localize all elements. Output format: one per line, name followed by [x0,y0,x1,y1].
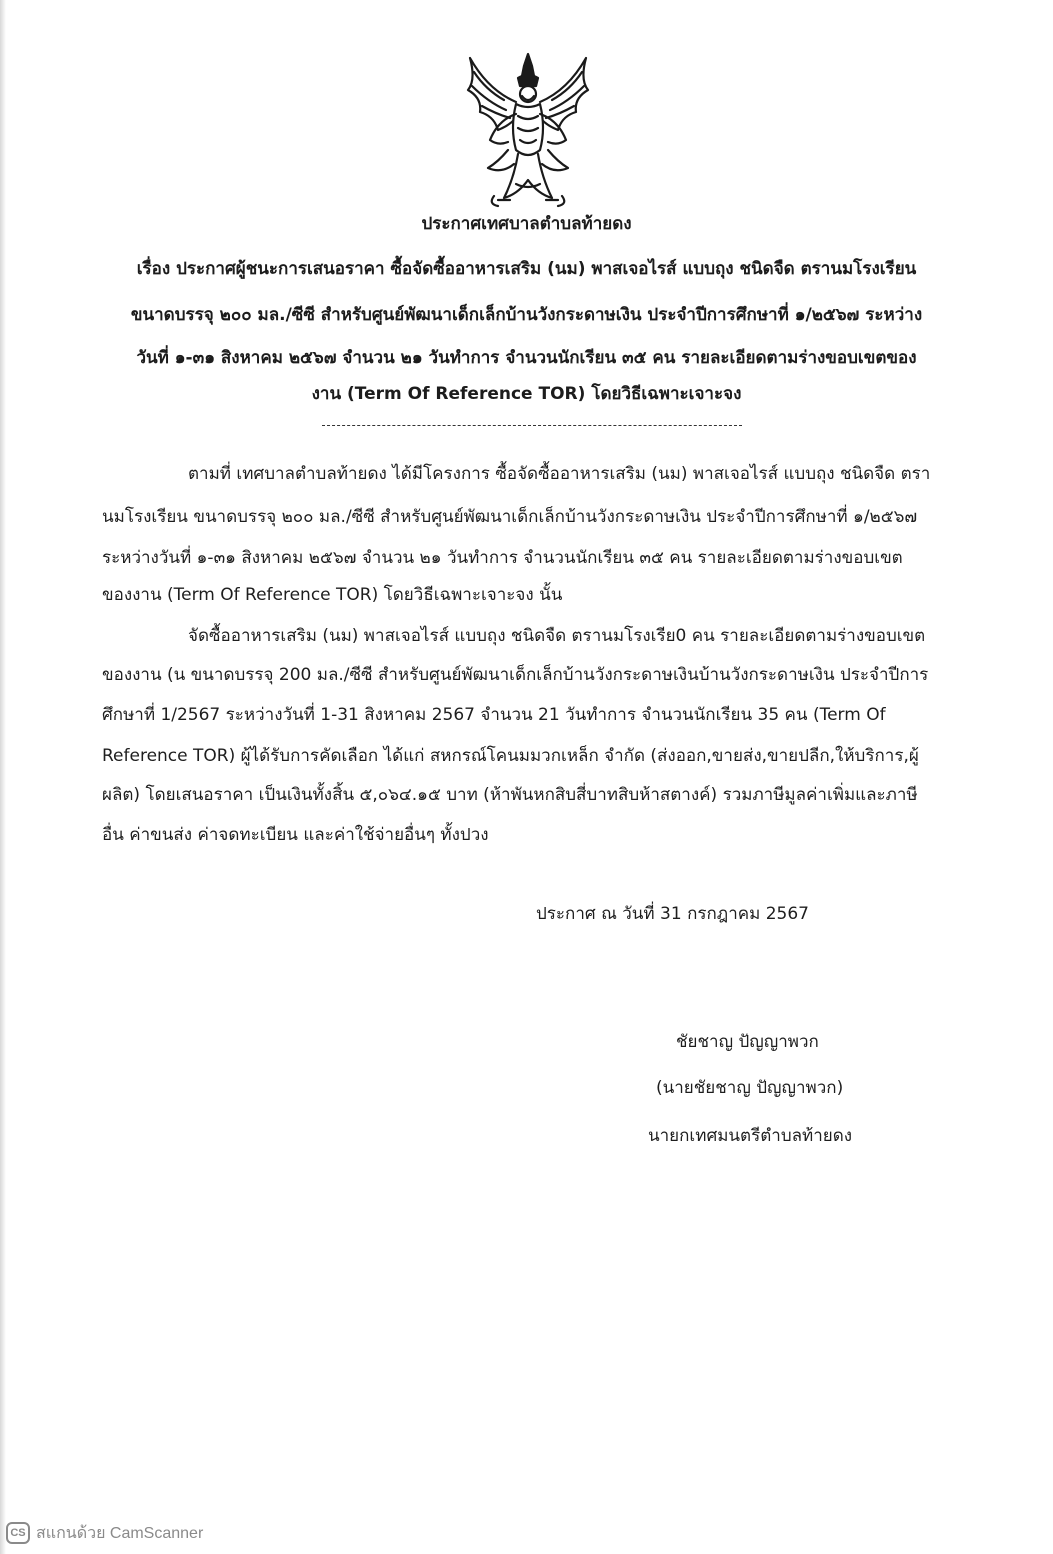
paragraph2-line-1: จัดซื้ออาหารเสริม (นม) พาสเจอไรส์ แบบถุง ชนิดจืด ตรานมโรงเรีย0 คน รายละเอียดตามร่างขอบเขต [188,626,926,646]
signature-title: นายกเทศมนตรีตำบลท้ายดง [648,1126,853,1146]
subject-line-1: เรื่อง ประกาศผู้ชนะการเสนอราคา ซื้อจัดซื้ออาหารเสริม (นม) พาสเจอไรส์ แบบถุง ชนิดจืด ตรานมโรงเรียน [136,259,917,279]
camscanner-icon: CS [6,1522,30,1544]
signature-name-parenthesized: (นายชัยชาญ ปัญญาพวก) [656,1078,844,1098]
announce-date: ประกาศ ณ วันที่ 31 กรกฎาคม 2567 [536,904,809,924]
paragraph1-line-1: ตามที่ เทศบาลตำบลท้ายดง ได้มีโครงการ ซื้อจัดซื้ออาหารเสริม (นม) พาสเจอไรส์ แบบถุง ชนิดจืด ตรา [188,464,931,484]
paragraph1-line-2: นมโรงเรียน ขนาดบรรจุ ๒๐๐ มล./ซีซี สำหรับศูนย์พัฒนาเด็กเล็กบ้านวังกระดาษเงิน ประจำปีการศึกษาที่ ๑/๒๕๖๗ [102,507,918,527]
paragraph1-line-3: ระหว่างวันที่ ๑-๓๑ สิงหาคม ๒๕๖๗ จำนวน ๒๑ วันทำการ จำนวนนักเรียน ๓๕ คน รายละเอียดตามร่างขอบเขต [102,548,903,568]
subject-line-3: วันที่ ๑-๓๑ สิงหาคม ๒๕๖๗ จำนวน ๒๑ วันทำการ จำนวนนักเรียน ๓๕ คน รายละเอียดตามร่างขอบเขตของ [136,348,917,368]
subject-line-4: งาน (Term Of Reference TOR) โดยวิธีเฉพาะเจาะจง [311,384,742,404]
subject-line-2: ขนาดบรรจุ ๒๐๐ มล./ซีซี สำหรับศูนย์พัฒนาเด็กเล็กบ้านวังกระดาษเงิน ประจำปีการศึกษาที่ ๑/๒๕๖๗ ระหว่าง [130,305,923,325]
paragraph2-line-3: ศึกษาที่ 1/2567 ระหว่างวันที่ 1-31 สิงหาคม 2567 จำนวน 21 วันทำการ จำนวนนักเรียน 35 คน (Term Of [102,705,886,725]
scanner-watermark-text: สแกนด้วย CamScanner [36,1524,204,1542]
paragraph2-line-2: ของงาน (น ขนาดบรรจุ 200 มล./ซีซี สำหรับศูนย์พัฒนาเด็กเล็กบ้านวังกระดาษเงินบ้านวังกระดาษเงิน ประจำปีการ [102,665,929,685]
paragraph1-line-4: ของงาน (Term Of Reference TOR) โดยวิธีเฉพาะเจาะจง นั้น [102,585,563,605]
divider-line [322,425,742,426]
paragraph2-line-6: อื่น ค่าขนส่ง ค่าจดทะเบียน และค่าใช้จ่ายอื่นๆ ทั้งปวง [102,825,489,845]
garuda-emblem-icon [458,50,598,210]
signature-name: ชัยชาญ ปัญญาพวก [676,1032,819,1052]
paragraph2-line-4: Reference TOR) ผู้ได้รับการคัดเลือก ได้แก่ สหกรณ์โคนมมวกเหล็ก จำกัด (ส่งออก,ขายส่ง,ขายปลีก,ให้บริการ,ผู้ [102,746,919,766]
scanner-watermark [6,1521,203,1545]
paragraph2-line-5: ผลิต) โดยเสนอราคา เป็นเงินทั้งสิ้น ๕,๐๖๔.๑๕ บาท (ห้าพันหกสิบสี่บาทสิบห้าสตางค์) รวมภาษีมูลค่าเพิ่มและภาษี [102,785,918,805]
document-header: ประกาศเทศบาลตำบลท้ายดง [421,214,632,234]
